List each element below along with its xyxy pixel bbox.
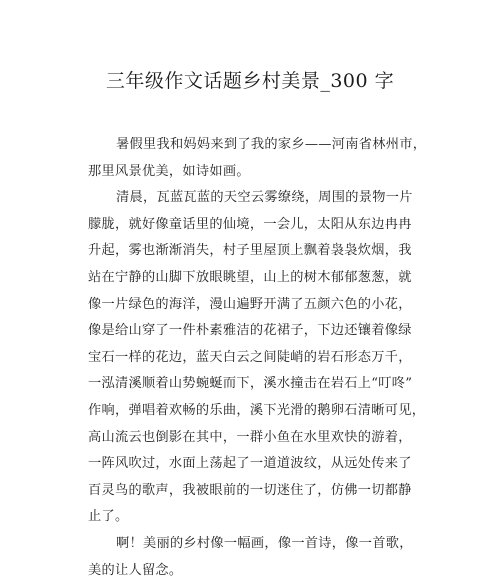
text-line: 暑假里我和妈妈来到了我的家乡——河南省林州市， [88, 132, 428, 159]
text-line: 那里风景优美，如诗如画。 [88, 159, 428, 186]
text-line: 啊！美丽的乡村像一幅画，像一首诗，像一首歌， [88, 531, 428, 558]
text-line: 像是给山穿了一件朴素雅洁的花裙子，下边还镶着像绿 [88, 318, 428, 345]
text-line: 像一片绿色的海洋，漫山遍野开满了五颜六色的小花， [88, 292, 428, 319]
text-line: 作响，弹唱着欢畅的乐曲，溪下光滑的鹅卵石清晰可见， [88, 398, 428, 425]
text-line: 宝石一样的花边，蓝天白云之间陡峭的岩石形态万千， [88, 345, 428, 372]
text-line: 美的让人留念。 [88, 558, 428, 584]
paragraph-2 [88, 185, 428, 531]
text-line: 一阵风吹过，水面上荡起了一道道波纹，从远处传来了 [88, 451, 428, 478]
paragraph-1 [88, 132, 428, 185]
text-line: 升起，雾也渐渐消失，村子里屋顶上飘着袅袅炊烟，我 [88, 238, 428, 265]
document-title: 三年级作文话题乡村美景_300 字 [0, 66, 500, 93]
text-line: 朦胧，就好像童话里的仙境，一会儿，太阳从东边冉冉 [88, 212, 428, 239]
text-line: 百灵鸟的歌声，我被眼前的一切迷住了，仿佛一切都静 [88, 478, 428, 505]
text-line: 止了。 [88, 504, 428, 531]
paragraph-3 [88, 531, 428, 584]
document-body [88, 132, 428, 584]
text-line: 高山流云也倒影在其中，一群小鱼在水里欢快的游着， [88, 425, 428, 452]
text-line: 清晨，瓦蓝瓦蓝的天空云雾缭绕，周围的景物一片 [88, 185, 428, 212]
text-line: 站在宁静的山脚下放眼眺望，山上的树木郁郁葱葱，就 [88, 265, 428, 292]
text-line: 一泓清溪顺着山势蜿蜒而下，溪水撞击在岩石上“叮咚” [88, 371, 428, 398]
